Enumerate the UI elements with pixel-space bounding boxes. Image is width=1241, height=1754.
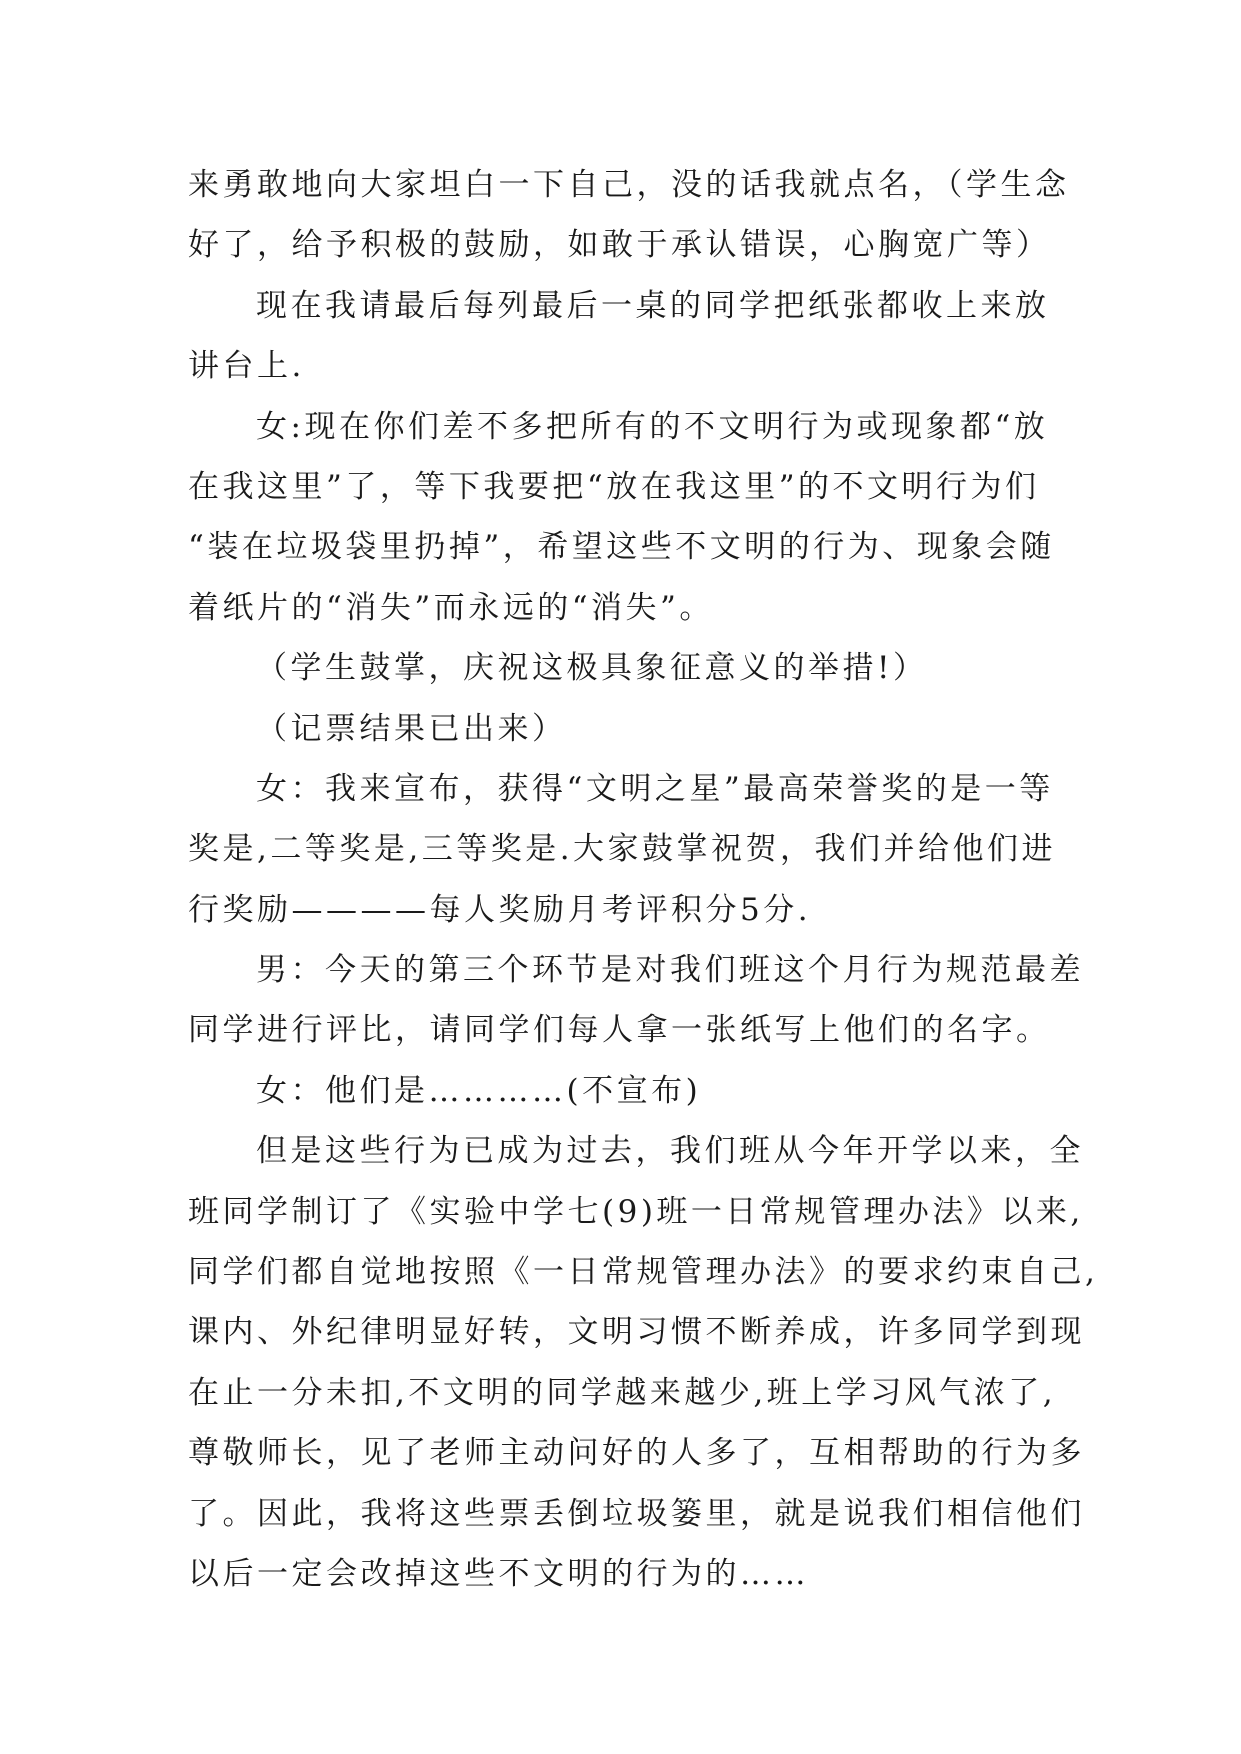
text-line: （学生鼓掌，庆祝这极具象征意义的举措!） (256, 650, 928, 687)
text-line: “装在垃圾袋里扔掉”，希望这些不文明的行为、现象会随 (188, 529, 1055, 566)
text-line: 行奖励————每人奖励月考评积分5分. (188, 891, 812, 928)
text-line: 同学们都自觉地按照《一日常规管理办法》的要求约束自己, (188, 1254, 1099, 1291)
text-line: 好了，给予积极的鼓励，如敢于承认错误，心胸宽广等） (188, 227, 1051, 264)
text-line: 在我这里”了，等下我要把“放在我这里”的不文明行为们 (188, 468, 1040, 505)
text-line: 尊敬师长，见了老师主动问好的人多了，互相帮助的行为多 (188, 1435, 1085, 1472)
text-line: 课内、外纪律明显好转，文明习惯不断养成，许多同学到现 (188, 1314, 1085, 1351)
text-line: 但是这些行为已成为过去，我们班从今年开学以来，全 (256, 1133, 1084, 1170)
text-line: 来勇敢地向大家坦白一下自己，没的话我就点名，（学生念 (188, 167, 1070, 203)
text-line: 了。因此，我将这些票丢倒垃圾篓里，就是说我们相信他们 (188, 1495, 1085, 1532)
text-line: 女:现在你们差不多把所有的不文明行为或现象都“放 (256, 408, 1049, 445)
document-body (188, 155, 1099, 1604)
text-line: 男：今天的第三个环节是对我们班这个月行为规范最差 (256, 952, 1084, 989)
text-line: 女：他们是…………(不宣布) (256, 1072, 702, 1109)
text-line: （记票结果已出来） (256, 710, 567, 747)
text-line: 同学进行评比，请同学们每人拿一张纸写上他们的名字。 (188, 1012, 1051, 1049)
text-line: 女：我来宣布，获得“文明之星”最高荣誉奖的是一等 (256, 770, 1054, 807)
text-line: 班同学制订了《实验中学七(9)班一日常规管理办法》以来, (188, 1193, 1084, 1230)
text-line: 讲台上. (188, 348, 305, 385)
text-line: 现在我请最后每列最后一桌的同学把纸张都收上来放 (256, 287, 1050, 324)
text-line: 以后一定会改掉这些不文明的行为的…… (188, 1555, 809, 1592)
text-line: 在止一分未扣,不文明的同学越来越少,班上学习风气浓了, (188, 1374, 1057, 1411)
text-line: 奖是,二等奖是,三等奖是.大家鼓掌祝贺，我们并给他们进 (188, 831, 1057, 868)
text-line: 着纸片的“消失”而永远的“消失”。 (188, 589, 714, 626)
